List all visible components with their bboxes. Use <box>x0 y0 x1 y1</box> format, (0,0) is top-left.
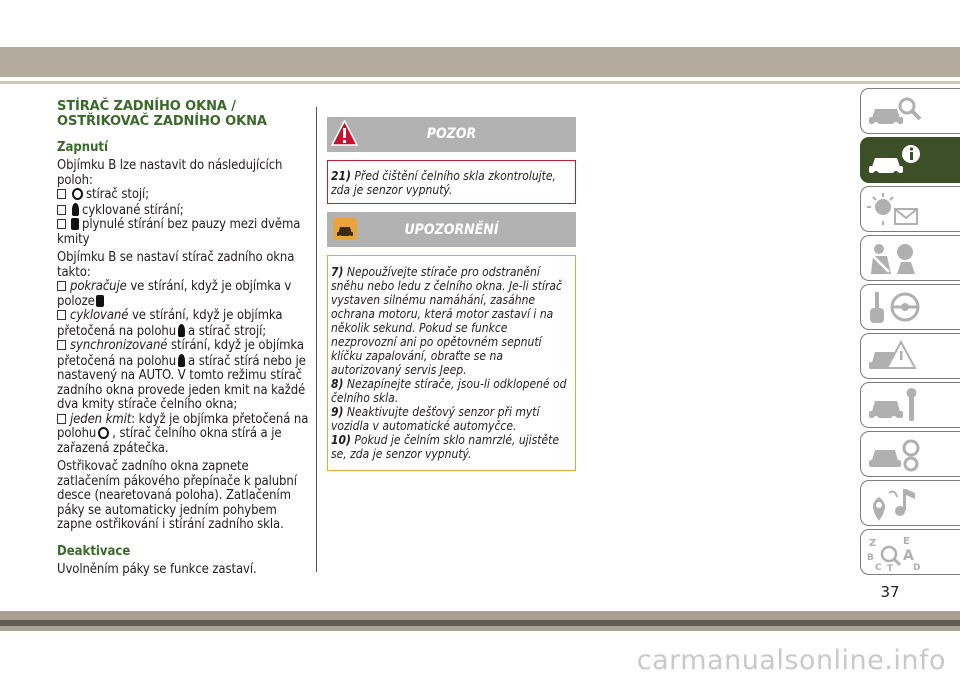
svg-text:T: T <box>887 564 894 572</box>
washer-text: Ostřikovač zadního okna zapnete zatlačením pákového přepínače k palubní desce (nearetovaná poloha). Zatlačením páky se automaticky jedním pohybem zapne ostřikování i stírání zadního skla. <box>57 459 297 532</box>
top-stripe <box>0 47 960 77</box>
tab-car-specs[interactable] <box>860 431 960 477</box>
position-interval: cyklované stírání; <box>57 203 312 219</box>
tab-media-navigation[interactable] <box>860 480 960 526</box>
bullet-box-icon <box>57 189 66 199</box>
tab-index[interactable] <box>860 529 960 575</box>
car-service-icon <box>867 387 927 425</box>
key-steering-icon <box>867 289 927 327</box>
svg-text:A: A <box>903 548 914 564</box>
wiper-interval-icon <box>178 324 185 337</box>
wiper-interval-icon <box>72 203 79 216</box>
bullet-box-icon <box>57 310 66 320</box>
bullet-box-icon <box>57 205 66 215</box>
position-list <box>57 188 312 247</box>
tab-seatbelt-airbag[interactable] <box>860 235 960 281</box>
caution-text: 21) Před čištění čelního skla zkontrolujte, zda je senzor vypnutý. <box>331 169 556 197</box>
car-search-icon <box>867 93 927 131</box>
tab-car-info[interactable] <box>860 137 960 183</box>
section-title <box>57 100 312 129</box>
caution-label: POZOR <box>426 126 477 142</box>
caution-banner <box>327 117 576 152</box>
car-info-icon <box>867 142 927 180</box>
wiper-continuous-icon <box>96 295 104 307</box>
note-box <box>327 255 576 471</box>
rear-intro-text: Objímku B se nastaví stírač zadního okna takto: <box>57 250 295 280</box>
media-navigation-icon <box>867 485 927 523</box>
svg-text:C: C <box>875 563 882 572</box>
mode-synchronized: synchronizované stírání, když je objímka přetočená na polohu a stírač stírá nebo je nastavený na AUTO. V tomto režimu stírač zadního okna provede jeden kmit na každé dva kmity stírače čelního okna; <box>57 338 306 412</box>
svg-text:E: E <box>903 536 910 547</box>
right-column <box>327 117 576 471</box>
bullet-box-icon <box>57 340 66 350</box>
bullet-box-icon <box>57 281 66 291</box>
watermark: carmanualsonline.info <box>636 645 946 676</box>
top-band <box>0 0 960 78</box>
mode-cycled: cyklované ve stírání, když je objímka přetočená na polohu a stírač strojí; <box>57 308 283 339</box>
top-line <box>0 81 960 84</box>
tab-key-steering[interactable] <box>860 284 960 330</box>
deaktivace-heading: Deaktivace <box>57 543 131 559</box>
wiper-off-icon <box>98 427 109 439</box>
column-divider <box>316 107 317 572</box>
tab-emergency[interactable] <box>860 333 960 379</box>
seatbelt-airbag-icon <box>867 240 927 278</box>
page-number: 37 <box>880 583 900 601</box>
note-8: 8) Nezapínejte stírače, jsou-li odklopené od čelního skla. <box>331 377 567 405</box>
left-column <box>57 100 312 577</box>
tab-car-search[interactable] <box>860 88 960 134</box>
bottom-stripe <box>0 620 960 626</box>
tab-warning-lights[interactable] <box>860 186 960 232</box>
title-line-2: OSTŘIKOVAČ ZADNÍHO OKNA <box>57 113 267 129</box>
index-icon <box>867 534 927 572</box>
note-10: 10) Pokud je čelním sklo namrzlé, ujistěte se, zda je senzor vypnutý. <box>331 433 560 461</box>
warning-lights-icon <box>867 191 927 229</box>
title-line-1: STÍRAČ ZADNÍHO OKNA / <box>57 99 236 114</box>
wiper-continuous-icon <box>71 218 79 230</box>
bullet-box-icon <box>57 219 66 229</box>
bullet-box-icon <box>57 414 66 424</box>
intro-text: Objímku B lze nastavit do následujících poloh: <box>57 158 283 188</box>
tab-car-service[interactable] <box>860 382 960 428</box>
svg-text:Z: Z <box>869 538 877 549</box>
car-emergency-icon <box>867 338 927 376</box>
svg-text:B: B <box>867 553 874 563</box>
caution-box <box>327 160 576 204</box>
note-7: 7) Nepoužívejte stírače pro odstranění sněhu nebo ledu z čelního okna. Je-li stírač vystaven silnému namáhání, zasáhne ochrana motoru, která motor zastaví i na několik sekund. Pokud se funkce nezprovozní ani po opětovném sepnutí klíčku zapalování, obraťte se na autorizovaný servis Jeep. <box>331 265 562 377</box>
car-specs-icon <box>867 436 927 474</box>
bottom-band <box>0 611 960 631</box>
deaktivace-text: Uvolněním páky se funkce zastaví. <box>57 561 257 577</box>
svg-text:D: D <box>913 563 921 572</box>
note-label: UPOZORNĚNÍ <box>404 222 499 238</box>
wiper-off-icon <box>72 188 83 200</box>
note-banner <box>327 212 576 247</box>
mode-single-stroke: jeden kmit: když je objímka přetočená na polohu , stírač čelního okna stírá a je zařazená zpátečka. <box>57 411 309 456</box>
position-off: stírač stojí; <box>57 188 312 203</box>
mode-continue: pokračuje ve stírání, když je objímka v poloze <box>57 279 292 309</box>
rear-mode-list <box>57 280 312 456</box>
position-continuous: plynulé stírání bez pauzy mezi dvěma kmity <box>57 217 301 247</box>
zapnuti-heading: Zapnutí <box>57 140 108 155</box>
note-9: 9) Neaktivujte dešťový senzor při mytí vozidla v automatické automyčce. <box>331 405 540 433</box>
wiper-interval-icon <box>178 354 185 367</box>
chapter-tabs <box>860 88 960 588</box>
